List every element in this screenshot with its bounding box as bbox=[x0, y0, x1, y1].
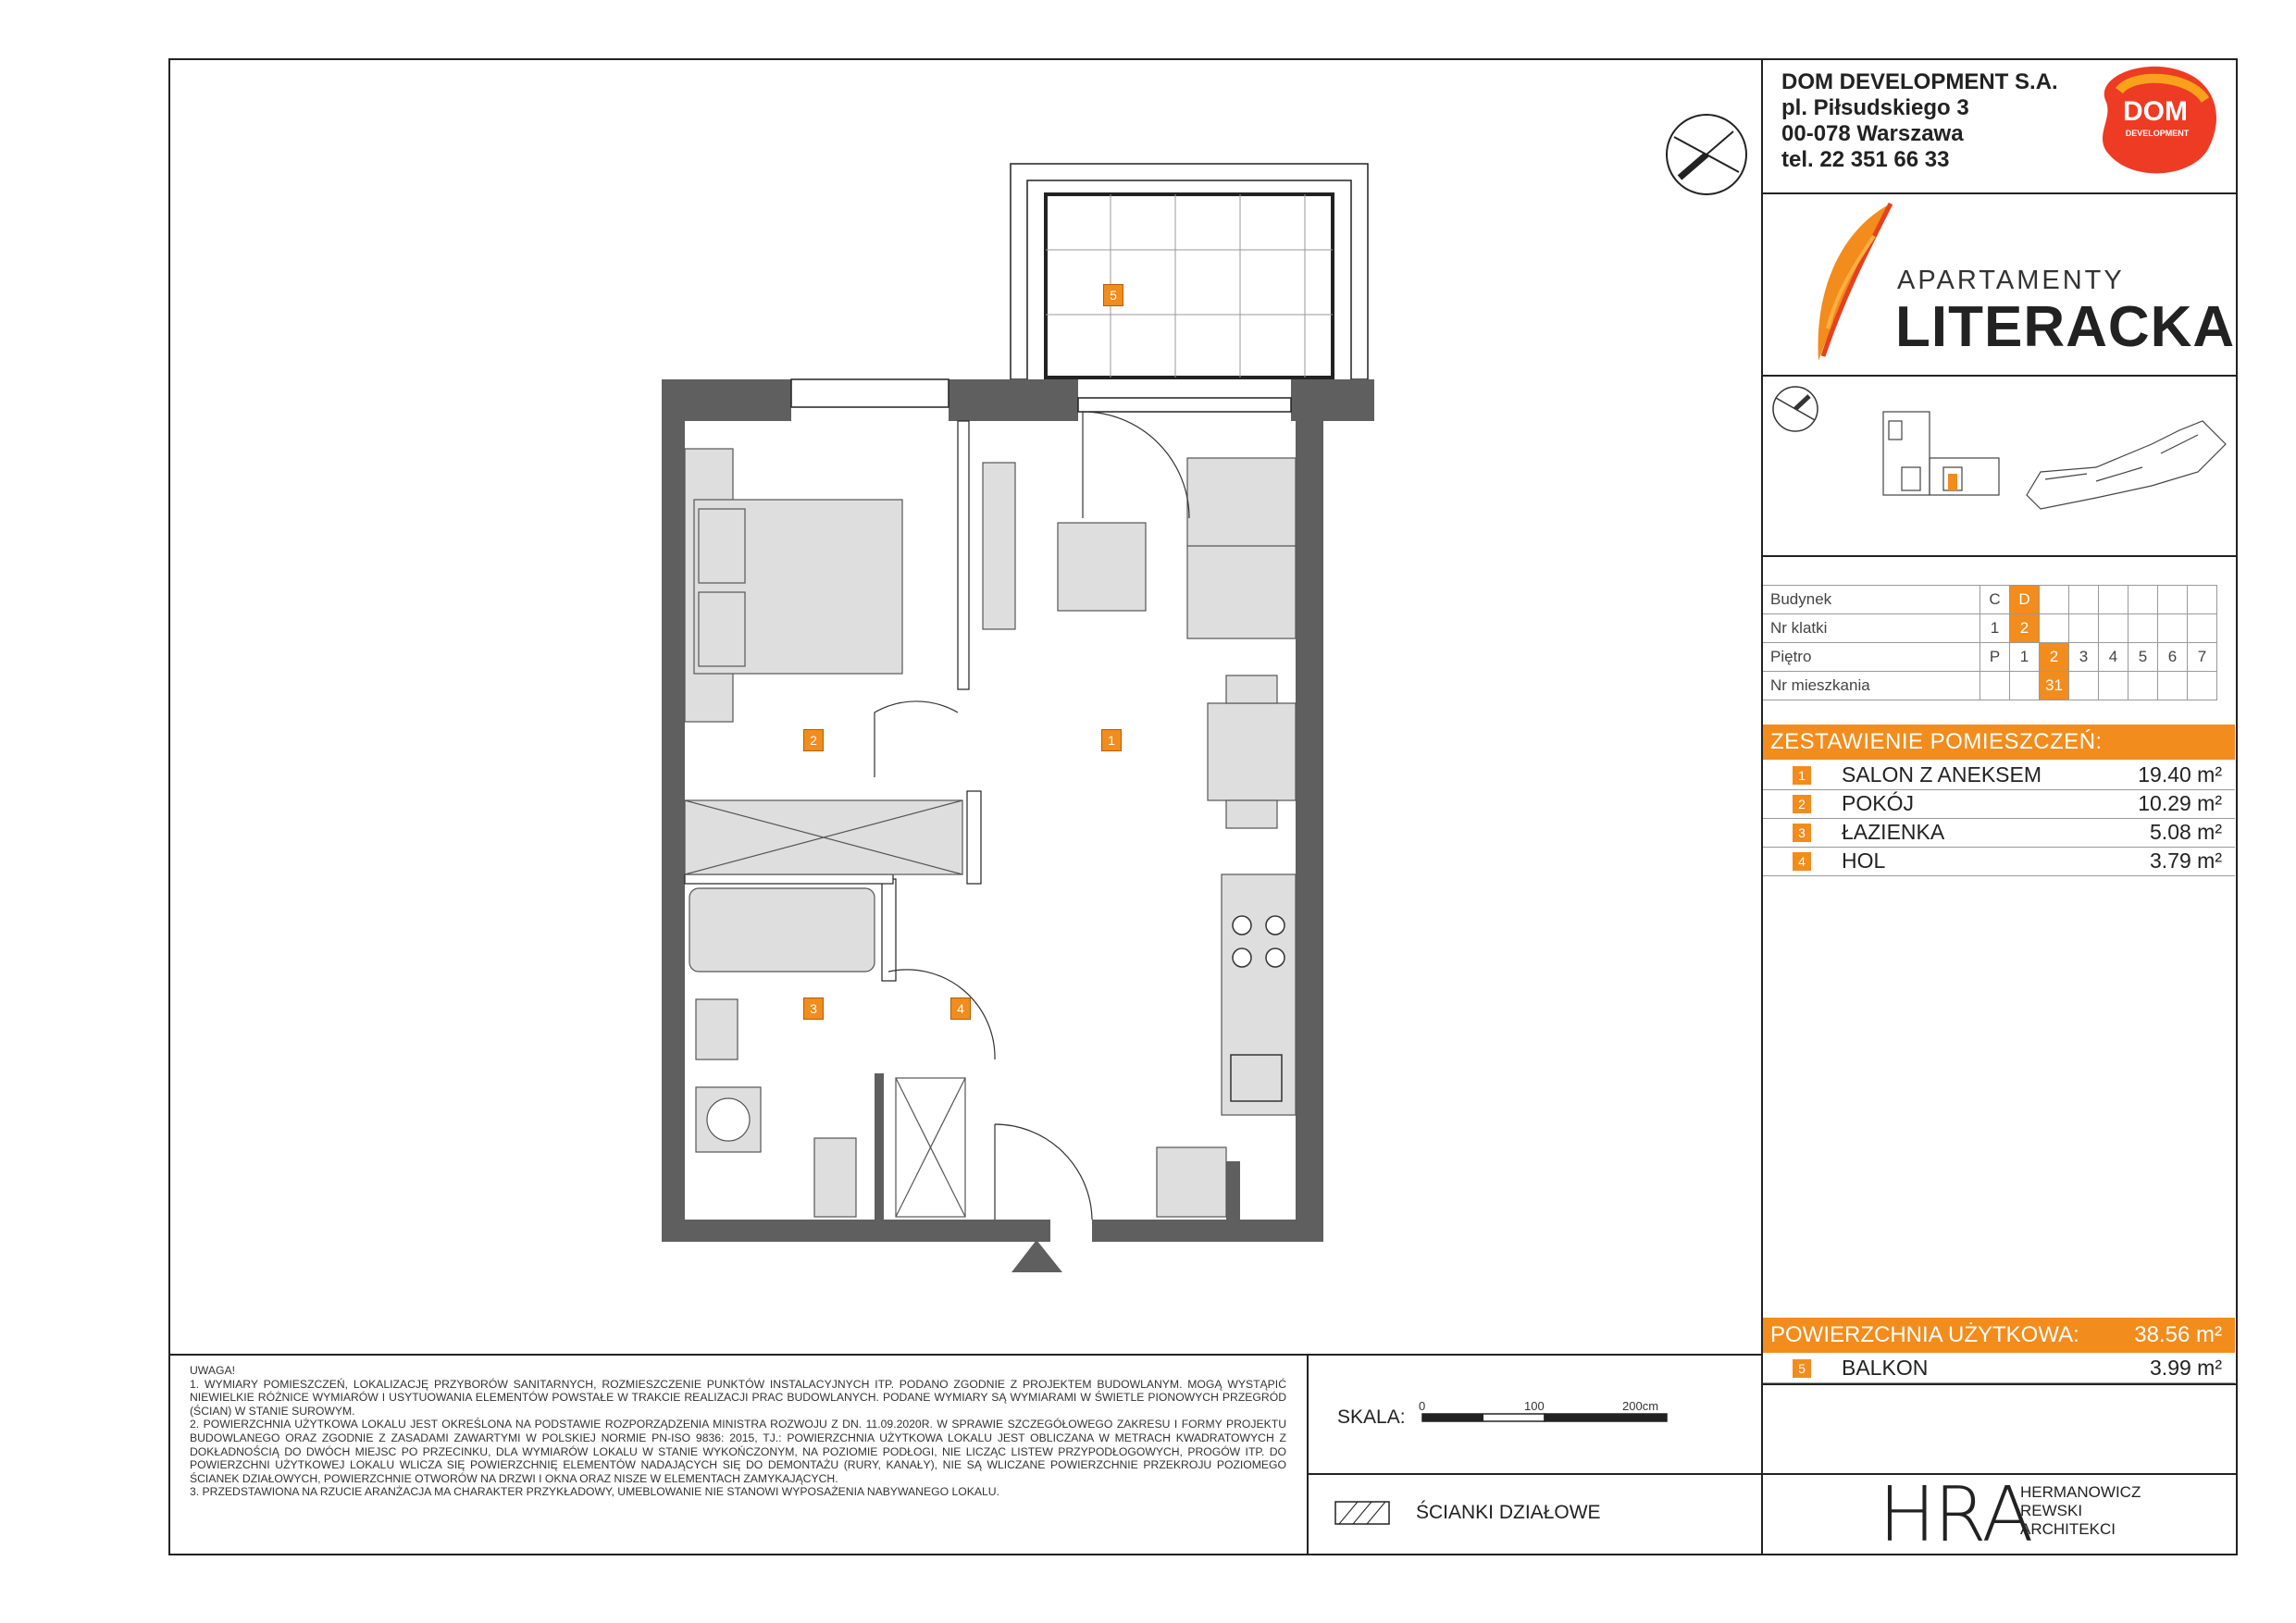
company-street: pl. Piłsudskiego 3 bbox=[1781, 95, 1969, 120]
unit-selector bbox=[1763, 585, 2217, 700]
selector-cell: 3 bbox=[2069, 643, 2099, 672]
footer-split bbox=[1307, 1354, 1309, 1555]
plan-marker-1: 1 bbox=[1101, 729, 1122, 751]
selector-cell: 2 bbox=[2010, 614, 2040, 643]
selector-cell bbox=[2099, 586, 2128, 614]
plan-marker-2: 2 bbox=[803, 729, 824, 751]
selector-cell: 1 bbox=[1980, 614, 2010, 643]
scale-tick-100: 100 bbox=[1524, 1399, 1545, 1413]
selector-cell bbox=[2040, 586, 2069, 614]
room-row bbox=[1763, 847, 2235, 876]
architect-name bbox=[2020, 1483, 2141, 1539]
brand-title: LITERACKA bbox=[1895, 295, 2236, 359]
selector-row bbox=[1763, 672, 2217, 700]
room-area: 19.40 m² bbox=[2138, 762, 2222, 787]
room-name: SALON Z ANEKSEM bbox=[1842, 762, 2042, 787]
legend-label: ŚCIANKI DZIAŁOWE bbox=[1416, 1502, 1601, 1523]
sidebar-line-4 bbox=[1761, 1383, 2238, 1385]
selector-cell bbox=[2069, 672, 2099, 700]
company-phone: tel. 22 351 66 33 bbox=[1781, 147, 1950, 172]
footer-divider bbox=[168, 1354, 1762, 1356]
room-area: 5.08 m² bbox=[2150, 820, 2222, 844]
brand-subtitle: APARTAMENTY bbox=[1897, 266, 2125, 295]
selector-cell bbox=[2158, 614, 2188, 643]
rooms-header: ZESTAWIENIE POMIESZCZEŃ: bbox=[1763, 725, 2235, 760]
architect-line-1: HERMANOWICZ bbox=[2020, 1483, 2141, 1501]
selector-row-label: Piętro bbox=[1763, 643, 1980, 672]
selector-cell: 2 bbox=[2040, 643, 2069, 672]
selector-cell bbox=[2099, 672, 2128, 700]
selector-cell bbox=[2069, 586, 2099, 614]
company-name: DOM DEVELOPMENT S.A. bbox=[1781, 69, 2058, 94]
selector-cell bbox=[2128, 672, 2158, 700]
sidebar-line-2 bbox=[1761, 375, 2238, 377]
selector-cell: 4 bbox=[2099, 643, 2128, 672]
entrance-marker-icon bbox=[1011, 1240, 1062, 1272]
keyplan-compass-icon bbox=[1773, 387, 1818, 431]
plan-marker-3: 3 bbox=[803, 997, 824, 1020]
company-address bbox=[1781, 69, 2058, 173]
selector-cell bbox=[1980, 672, 2010, 700]
balcony-area: 3.99 m² bbox=[2150, 1356, 2222, 1380]
selector-cell bbox=[2188, 614, 2217, 643]
balcony-num: 5 bbox=[1793, 1359, 1811, 1378]
selector-cell bbox=[2158, 672, 2188, 700]
selector-row-label: Budynek bbox=[1763, 586, 1980, 614]
sidebar-line-3 bbox=[1761, 555, 2238, 557]
selector-cell: P bbox=[1980, 643, 2010, 672]
selector-cell bbox=[2128, 586, 2158, 614]
note-item: 2. POWIERZCHNIA UŻYTKOWA LOKALU JEST OKREŚLONA NA PODSTAWIE ROZPORZĄDZENIA MINISTRA ROZWOJU Z DN. 11.09.2020R. W SPRAWIE SZCZEGÓŁOWEGO ZAKRESU I FORMY PROJEKTU BUDOWLANEGO ORAZ ZGODNIE Z ZASADAMI ZAWARTYMI W POLSKIEJ NORMIE PN-ISO 9836: 2015, TJ.: POWIERZCHNIA UŻYTKOWA LOKALU JEST OBLICZANA W METRACH KWADRATOWYCH Z DOKŁADNOŚCIĄ DO DWÓCH MIEJSC PO PRZECINKU, DLA WYMIARÓW LOKALU W STANIE WYKOŃCZONYM, NA POZIOMIE PODŁOGI, NIE LICZĄC LISTEW PRZYPODŁOGOWYCH, PROGÓW ITP. DO POWIERZCHNI UŻYTKOWEJ LOKALU WLICZA SIĘ POWIERZCHNIĘ ELEMENTÓW NADAJĄCYCH SIĘ DO DEMONTAŻU (RURY, KANAŁY), NIE SĄ WLICZANE POWIERZCHNIE PRZEKROJU POZIOMEGO ŚCIANEK DZIAŁOWYCH, POWIERZCHNIE OTWORÓW NA DRZWI I OKNA ORAZ NISZE W ELEMENTACH ZAMYKAJĄCYCH. bbox=[190, 1418, 1286, 1485]
room-area: 3.79 m² bbox=[2150, 849, 2222, 873]
logo-dom-text: DOM bbox=[2123, 96, 2188, 127]
key-plan bbox=[1763, 379, 2235, 555]
selector-cell: 31 bbox=[2040, 672, 2069, 700]
room-name: ŁAZIENKA bbox=[1842, 820, 1945, 844]
notes-title: UWAGA! bbox=[190, 1364, 235, 1377]
room-num: 1 bbox=[1793, 766, 1811, 785]
selector-cell bbox=[2128, 614, 2158, 643]
selector-cell bbox=[2069, 614, 2099, 643]
floor-plan bbox=[648, 157, 1388, 1286]
room-num: 4 bbox=[1793, 852, 1811, 871]
room-num: 2 bbox=[1793, 795, 1811, 813]
logo-development-text: DEVELOPMENT bbox=[2125, 129, 2190, 138]
room-row bbox=[1763, 761, 2235, 790]
scale-tick-0: 0 bbox=[1419, 1399, 1426, 1413]
selector-cell: C bbox=[1980, 586, 2010, 614]
room-row bbox=[1763, 789, 2235, 819]
selector-cell: 5 bbox=[2128, 643, 2158, 672]
selector-row-label: Nr mieszkania bbox=[1763, 672, 1980, 700]
selector-cell: 1 bbox=[2010, 643, 2040, 672]
architect-line-3: ARCHITEKCI bbox=[2020, 1520, 2116, 1538]
selector-cell bbox=[2010, 672, 2040, 700]
balcony-name: BALKON bbox=[1842, 1356, 1929, 1380]
keyplan-floor bbox=[1883, 412, 1999, 495]
keyplan-unit-highlight bbox=[1948, 474, 1957, 490]
feather-logo-icon bbox=[1809, 199, 1897, 370]
room-num: 3 bbox=[1793, 824, 1811, 842]
selector-cell bbox=[2040, 614, 2069, 643]
architect-logo: HRA bbox=[1879, 1471, 2032, 1559]
plan-marker-4: 4 bbox=[950, 997, 971, 1020]
selector-cell bbox=[2188, 586, 2217, 614]
bathroom-furniture bbox=[689, 888, 965, 1217]
room-name: HOL bbox=[1842, 849, 1886, 873]
selector-cell: 6 bbox=[2158, 643, 2188, 672]
selector-row bbox=[1763, 614, 2217, 643]
note-item: 1. WYMIARY POMIESZCZEŃ, LOKALIZACJĘ PRZYBORÓW SANITARNYCH, ROZMIESZCZENIE PUNKTÓW INSTALACYJNYCH ITP. PODANO ZGODNIE Z PROJEKTEM BUDOWLANYM. MOGĄ WYSTĄPIĆ NIEWIELKIE RÓŻNICE WYMIARÓW I USYTUOWANIA ELEMENTÓW POWSTAŁE W TRAKCIE REALIZACJI PRAC BUDOWLANYCH. PODANE WYMIARY SĄ WYMIARAMI W ŚWIETLE PIONOWYCH PRZEGRÓD (ŚCIAN) W STANIE SUROWYM. bbox=[190, 1377, 1286, 1418]
total-area-bar bbox=[1763, 1318, 2235, 1353]
room-area: 10.29 m² bbox=[2138, 791, 2222, 815]
north-arrow-icon bbox=[1663, 111, 1750, 198]
unit-selector-table bbox=[1763, 585, 2217, 700]
selector-row bbox=[1763, 586, 2217, 614]
selector-cell bbox=[2188, 672, 2217, 700]
balcony-row bbox=[1763, 1354, 2235, 1383]
total-area-label: POWIERZCHNIA UŻYTKOWA: bbox=[1770, 1322, 2079, 1347]
company-city: 00-078 Warszawa bbox=[1781, 121, 1964, 146]
selector-cell: D bbox=[2010, 586, 2040, 614]
architect-line-2: REWSKI bbox=[2020, 1502, 2083, 1519]
total-area-value: 38.56 m² bbox=[2134, 1322, 2222, 1347]
scale-label: SKALA: bbox=[1337, 1406, 1406, 1428]
selector-row-label: Nr klatki bbox=[1763, 614, 1980, 643]
room-name: POKÓJ bbox=[1842, 791, 1914, 815]
notes-block bbox=[190, 1364, 1286, 1499]
keyplan-site bbox=[2027, 421, 2226, 509]
sidebar-line-1 bbox=[1761, 192, 2238, 194]
living-furniture bbox=[1058, 458, 1296, 1217]
room-row bbox=[1763, 818, 2235, 848]
selector-cell bbox=[2099, 614, 2128, 643]
balcony bbox=[1011, 164, 1368, 379]
footer-split-h bbox=[1307, 1473, 1762, 1475]
partition-hatch-icon bbox=[1334, 1501, 1390, 1525]
dom-development-logo bbox=[2087, 63, 2226, 179]
selector-cell: 7 bbox=[2188, 643, 2217, 672]
selector-cell bbox=[2158, 586, 2188, 614]
plan-marker-5: 5 bbox=[1103, 284, 1123, 306]
note-item: 3. PRZEDSTAWIONA NA RZUCIE ARANŻACJA MA CHARAKTER PRZYKŁADOWY, UMEBLOWANIE NIE STANOWI WYPOSAŻENIA NABYWANEGO LOKALU. bbox=[190, 1485, 999, 1499]
scale-tick-200: 200cm bbox=[1622, 1399, 1659, 1413]
selector-row bbox=[1763, 643, 2217, 672]
